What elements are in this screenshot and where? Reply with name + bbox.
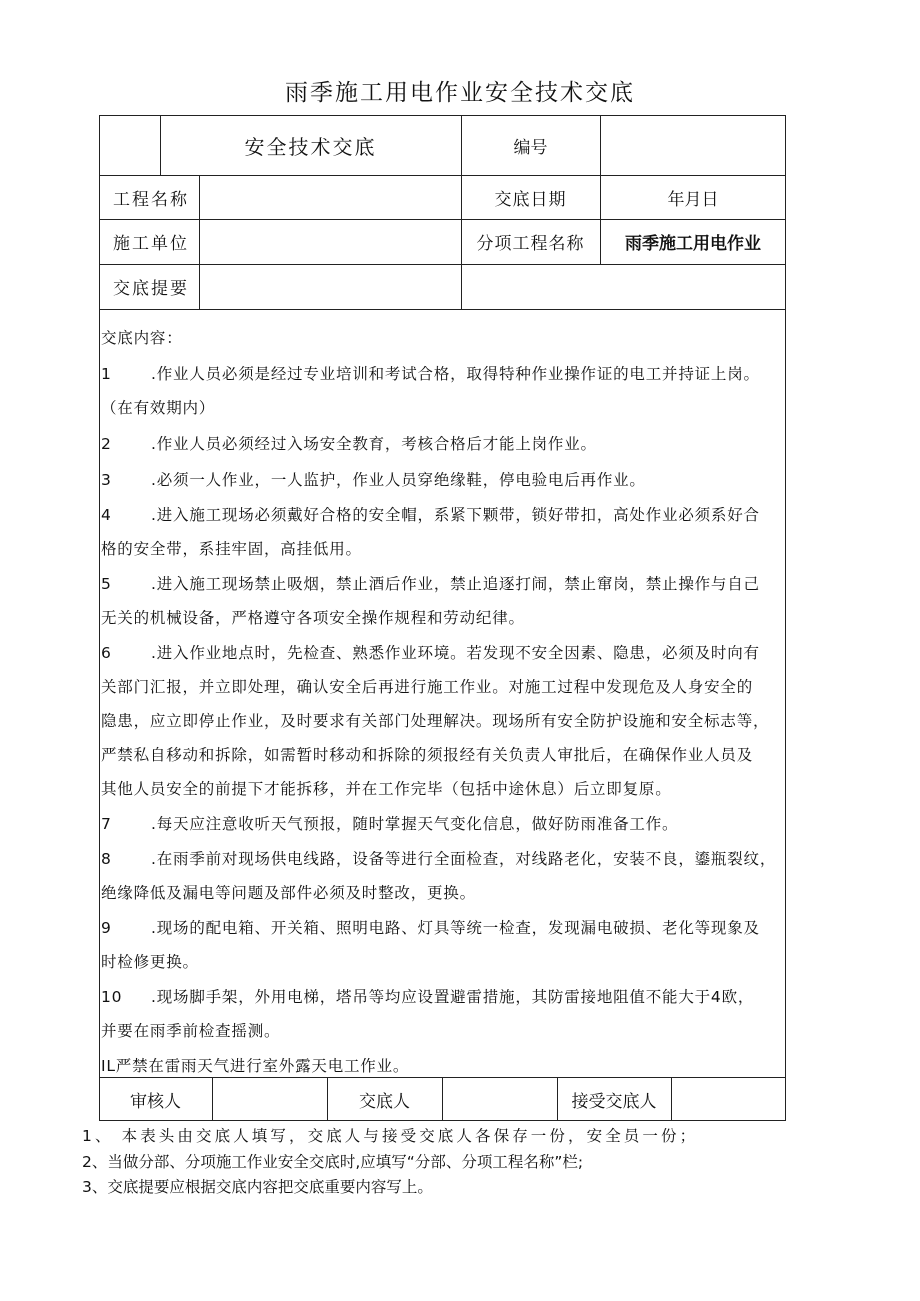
- content-line: [101, 396, 786, 418]
- sub-project-label: 分项工程名称: [476, 234, 585, 254]
- note-3: 3、交底提要应根据交底内容把交底重要内容写上。: [82, 1178, 433, 1196]
- project-name-label: 工程名称: [113, 189, 189, 210]
- content-line: [101, 950, 786, 972]
- clause-text: .现场的配电箱、开关箱、照明电路、灯具等统一检查，发现漏电破损、老化等现象及: [151, 919, 760, 937]
- row-divider: [99, 309, 786, 310]
- header-main-label: 安全技术交底: [244, 134, 377, 159]
- content-line: [101, 503, 786, 525]
- content-line: [101, 709, 786, 731]
- content-line: [101, 572, 786, 594]
- clause-text: .作业人员必须是经过专业培训和考试合格，取得特种作业操作证的电工并持证上岗。: [151, 365, 760, 383]
- clause-number: 5: [101, 575, 112, 593]
- content-line: [101, 881, 786, 903]
- note-2: 2、当做分部、分项施工作业安全交底时,应填写“分部、分项工程名称”栏;: [82, 1153, 584, 1171]
- clause-text: .进入施工现场禁止吸烟，禁止酒后作业，禁止追逐打闹，禁止窜岗，禁止操作与自己: [151, 575, 760, 593]
- construction-unit-value[interactable]: [199, 219, 461, 264]
- clause-text: （在有效期内）: [101, 399, 216, 417]
- content-line: [101, 985, 786, 1007]
- document-title: 雨季施工用电作业安全技术交底: [285, 80, 635, 106]
- receiver-value[interactable]: [671, 1077, 786, 1121]
- clause-text: 严禁私自移动和拆除，如需暂时移动和拆除的须报经有关负责人审批后，在确保作业人员及: [101, 746, 754, 764]
- content-line: [101, 537, 786, 559]
- date-label: 交底日期: [494, 189, 567, 210]
- clause-text: 无关的机械设备，严格遵守各项安全操作规程和劳动纪律。: [101, 609, 525, 627]
- content-line: [101, 743, 786, 765]
- content-line: [101, 468, 786, 490]
- summary-value[interactable]: [199, 264, 786, 309]
- content-line: [101, 675, 786, 697]
- clause-text: .进入作业地点时，先检查、熟悉作业环境。若发现不安全因素、隐患，必须及时向有: [151, 644, 760, 662]
- content-line: [101, 847, 786, 869]
- clause-text: .每天应注意收听天气预报，随时掌握天气变化信息，做好防雨准备工作。: [151, 815, 679, 833]
- content-line: [101, 641, 786, 663]
- receiver-label: 接受交底人: [571, 1091, 657, 1112]
- date-value[interactable]: 年月日: [667, 189, 719, 210]
- content-line: [101, 777, 786, 799]
- sub-project-value[interactable]: 雨季施工用电作业: [625, 234, 761, 254]
- content-line: [101, 1054, 786, 1076]
- clause-number: 7: [101, 815, 112, 833]
- clause-number: 8: [101, 850, 112, 868]
- clause-number: 6: [101, 644, 112, 662]
- clause-text: 其他人员安全的前提下才能拆移，并在工作完毕（包括中途休息）后立即复原。: [101, 780, 672, 798]
- clause-number: 3: [101, 471, 112, 489]
- content-line: [101, 1019, 786, 1041]
- clause-text: .必须一人作业，一人监护，作业人员穿绝缘鞋，停电验电后再作业。: [151, 471, 646, 489]
- clause-text: .进入施工现场必须戴好合格的安全帽，系紧下颗带，锁好带扣，高处作业必须系好合: [151, 506, 760, 524]
- number-value[interactable]: [600, 115, 786, 175]
- clause-text: .现场脚手架，外用电梯，塔吊等均应设置避雷措施，其防雷接地阻值不能大于4欧，: [151, 988, 755, 1006]
- note-1: 1、 本表头由交底人填写，交底人与接受交底人各保存一份，安全员一份；: [82, 1127, 699, 1145]
- content-line: [101, 606, 786, 628]
- clause-number: 4: [101, 506, 112, 524]
- number-label: 编号: [513, 137, 548, 158]
- clause-text: 绝缘降低及漏电等问题及部件必须及时整改，更换。: [101, 884, 476, 902]
- clause-text: 隐患，应立即停止作业，及时要求有关部门处理解决。现场所有安全防护设施和安全标志等，: [101, 712, 770, 730]
- clause-text: 并要在雨季前检查摇测。: [101, 1022, 281, 1040]
- presenter-label: 交底人: [359, 1091, 410, 1112]
- clause-number: 10: [101, 988, 123, 1006]
- clause-text: .作业人员必须经过入场安全教育，考核合格后才能上岗作业。: [151, 435, 597, 453]
- summary-label: 交底提要: [113, 279, 189, 299]
- content-line: [101, 916, 786, 938]
- clause-text: IL严禁在雷雨天气进行室外露天电工作业。: [101, 1057, 410, 1075]
- content-line: [101, 362, 786, 384]
- clause-text: 格的安全带，系挂牢固，高挂低用。: [101, 540, 362, 558]
- clause-text: 关部门汇报，并立即处理，确认安全后再进行施工作业。对施工过程中发现危及人身安全的: [101, 678, 754, 696]
- content-line: [101, 432, 786, 454]
- content-line: [101, 812, 786, 834]
- project-name-value[interactable]: [199, 175, 461, 219]
- reviewer-label: 审核人: [130, 1091, 181, 1112]
- clause-number: 2: [101, 435, 112, 453]
- construction-unit-label: 施工单位: [113, 234, 189, 254]
- clause-number: 1: [101, 365, 112, 383]
- reviewer-value[interactable]: [212, 1077, 327, 1121]
- content-heading: 交底内容：: [101, 329, 183, 347]
- clause-number: 9: [101, 919, 112, 937]
- clause-text: .在雨季前对现场供电线路，设备等进行全面检查，对线路老化，安装不良，鎏瓶裂纹，: [151, 850, 777, 868]
- clause-text: 时检修更换。: [101, 953, 199, 971]
- presenter-value[interactable]: [442, 1077, 557, 1121]
